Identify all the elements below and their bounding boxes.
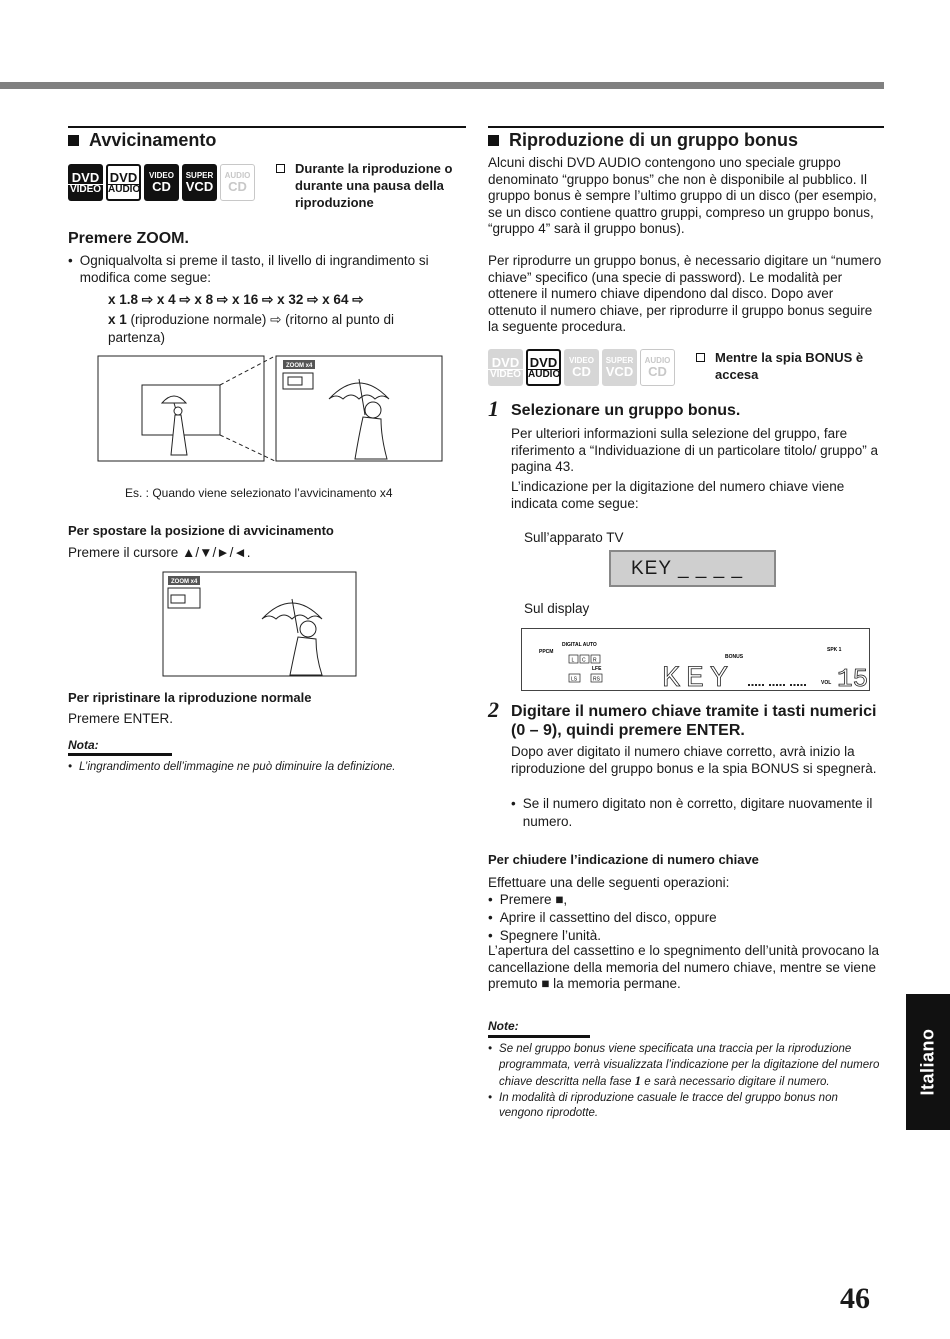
tv-label: Sull’apparato TV — [524, 530, 624, 545]
disc-badge-dvd-audio: DVD AUDIO — [106, 164, 141, 201]
svg-text:LS: LS — [571, 676, 578, 683]
square-bullet-icon — [68, 135, 79, 146]
disc-badges — [488, 349, 675, 386]
step-title: Selezionare un gruppo bonus. — [511, 402, 741, 419]
svg-text:15: 15 — [837, 664, 869, 690]
disc-badge-video-cd: VIDEO CD — [144, 164, 179, 201]
restore-text: Premere ENTER. — [68, 711, 174, 726]
list-item: • Aprire il cassettino del disco, oppure — [488, 910, 717, 925]
note-list — [488, 1042, 880, 1122]
condition-note: Mentre la spia BONUS è accesa — [696, 349, 886, 383]
disc-badge-dvd-audio: DVD AUDIO — [526, 349, 561, 386]
zoom-sequence: x 1.8 ⇨ x 4 ⇨ x 8 ⇨ x 16 ⇨ x 32 ⇨ x 64 ⇨ — [108, 292, 364, 307]
press-heading: Premere ZOOM. — [68, 230, 189, 247]
step-title: Digitare il numero chiave tramite i tasti numerici (0 – 9), quindi premere ENTER. — [511, 703, 877, 739]
example-caption: Es. : Quando viene selezionato l’avvicinamento x4 — [125, 486, 393, 500]
svg-text:PPCM: PPCM — [539, 649, 554, 655]
note-label: Note: — [488, 1019, 519, 1033]
svg-text:ZOOM x4: ZOOM x4 — [286, 363, 313, 369]
zoom-sequence-end: x 1 (riproduzione normale) ⇨ (ritorno al punto di partenza) — [108, 312, 394, 345]
close-text: L’apertura del cassettino e lo spegnimento dell’unità provocano la cancellazione della memoria del numero chiave, mentre se viene premuto ■ la memoria permane. — [488, 943, 880, 991]
svg-text:R: R — [593, 657, 597, 664]
disc-badge-video-cd: VIDEO CD — [564, 349, 599, 386]
move-heading: Per spostare la posizione di avvicinamento — [68, 523, 334, 538]
step-number: 2 — [488, 697, 499, 722]
bullet-item: • Ogniqualvolta si preme il tasto, il livello di ingrandimento si modifica come segue: — [68, 253, 429, 285]
nota-rule — [68, 753, 172, 756]
close-heading: Per chiudere l’indicazione di numero chiave — [488, 852, 759, 867]
bullet-item: • Se il numero digitato non è corretto, digitare nuovamente il numero. — [511, 796, 873, 829]
intro-paragraph-2: Per riprodurre un gruppo bonus, è necessario digitare un “numero chiave” specifico (una specie di password). Le modalità per ottenere il numero chiave dipendono dal disco. Dopo aver ottenuto il numero chiave, per riprodurre il gruppo bonus seguire la seguente procedura. — [488, 253, 882, 334]
svg-text:BONUS: BONUS — [725, 654, 744, 660]
zoom-illustration — [97, 355, 445, 463]
svg-text:SPK 1: SPK 1 — [827, 647, 842, 653]
condition-note: Durante la riproduzione o durante una pausa della riproduzione — [276, 160, 466, 211]
list-item: • Premere ■, — [488, 892, 568, 907]
section-title-bonus: Riproduzione di un gruppo bonus — [488, 130, 798, 151]
top-rule — [0, 82, 884, 89]
list-item: • Se nel gruppo bonus viene specificata una traccia per la riproduzione programmata, verrà visualizzata l’indicazione per la digitazione del numero chiave descritta nella fase 1 e sarà necessario digitare il numero. — [488, 1043, 880, 1088]
svg-text:C: C — [582, 657, 586, 664]
nota-label: Nota: — [68, 738, 99, 752]
key-entry-box: KEY _ _ _ _ — [609, 550, 776, 587]
nota-item: • L’ingrandimento dell’immagine ne può diminuire la definizione. — [68, 761, 396, 773]
step-text: Dopo aver digitato il numero chiave corretto, avrà inizio la riproduzione del gruppo bonus e la spia BONUS si spegnerà. — [511, 744, 877, 776]
disc-badges — [68, 164, 255, 201]
checkbox-icon — [276, 164, 285, 173]
step-text-2: L’indicazione per la digitazione del numero chiave viene indicata come segue: — [511, 479, 845, 511]
svg-text:VOL: VOL — [821, 680, 832, 686]
square-bullet-icon — [488, 135, 499, 146]
list-item: • Spegnere l’unità. — [488, 928, 602, 943]
display-label: Sul display — [524, 601, 590, 616]
disc-badge-super-vcd: SUPER VCD — [602, 349, 637, 386]
section-rule — [488, 126, 884, 128]
move-text: Premere il cursore ▲/▼/►/◄. — [68, 545, 251, 560]
disc-badge-audio-cd: AUDIO CD — [220, 164, 255, 201]
note-rule — [488, 1035, 590, 1038]
close-list — [488, 891, 882, 945]
svg-text:RS: RS — [593, 676, 600, 683]
list-item: • In modalità di riproduzione casuale le tracce del gruppo bonus non vengono riprodotte. — [488, 1091, 838, 1119]
svg-text:L: L — [571, 657, 575, 664]
close-intro: Effettuare una delle seguenti operazioni: — [488, 875, 730, 890]
disc-badge-audio-cd: AUDIO CD — [640, 349, 675, 386]
svg-text:LFE: LFE — [592, 666, 602, 672]
front-panel-display — [521, 628, 870, 691]
section-rule — [68, 126, 466, 128]
step-number: 1 — [488, 396, 499, 421]
disc-badge-dvd-video: DVD VIDEO — [68, 164, 103, 201]
svg-text:KEY: KEY — [662, 662, 735, 690]
disc-badge-dvd-video: DVD VIDEO — [488, 349, 523, 386]
section-title-avvicinamento: Avvicinamento — [68, 130, 216, 151]
checkbox-icon — [696, 353, 705, 362]
display-svg — [522, 629, 869, 690]
disc-badge-super-vcd: SUPER VCD — [182, 164, 217, 201]
page-number: 46 — [840, 1282, 870, 1315]
language-tab: Italiano — [906, 994, 950, 1130]
zoom-move-illustration — [162, 571, 358, 678]
svg-text:ZOOM x4: ZOOM x4 — [171, 579, 198, 585]
step-text: Per ulteriori informazioni sulla selezione del gruppo, fare riferimento a “Individuazione di un particolare titolo/ gruppo” a pagina 43. — [511, 426, 878, 474]
svg-text:DIGITAL AUTO: DIGITAL AUTO — [562, 642, 597, 648]
restore-heading: Per ripristinare la riproduzione normale — [68, 690, 312, 705]
intro-paragraph: Alcuni dischi DVD AUDIO contengono uno speciale gruppo denominato “gruppo bonus” che non è disponibile al pubblico. Il gruppo bonus è sempre l’ultimo gruppo di un disco (per esempio, se un disco contiene quattro gruppi, compreso un gruppo bonus, “gruppo 4” sarà il gruppo bonus). — [488, 155, 877, 236]
